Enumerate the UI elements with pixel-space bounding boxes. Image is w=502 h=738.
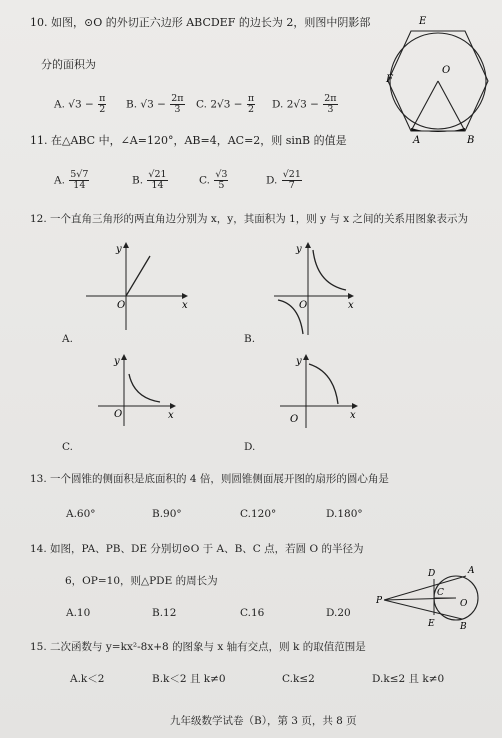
radius-oa — [411, 81, 438, 131]
q10-option-b: B. √3 − $\frac{2\pi}{3}$ — [126, 93, 184, 115]
graph-c — [94, 352, 184, 427]
graph-b-curve-q1 — [313, 250, 346, 290]
label-e: E — [428, 619, 435, 629]
label-e: E — [419, 16, 427, 27]
q11-option-a: A. $\frac{5√7}{14}$ — [54, 169, 89, 191]
q14-option-c: C.16 — [240, 607, 265, 619]
q15-option-b: B.k＜2 且 k≠0 — [152, 673, 226, 685]
q15-stem: 15. 二次函数与 y=kx²-8x+8 的图象与 x 轴有交点，则 k 的取值范围是 — [30, 641, 366, 653]
graph-a-x-label: x — [182, 300, 188, 311]
q10-option-c: C. 2√3 − $\frac{\pi}{2}$ — [196, 93, 255, 115]
tangent-circle-figure — [376, 558, 498, 630]
graph-c-y-label: y — [114, 356, 120, 367]
tangent-pb — [384, 600, 462, 619]
q12-option-b: B. — [244, 333, 256, 345]
q14-option-b: B.12 — [152, 607, 177, 619]
graph-b — [270, 240, 380, 340]
graph-a-origin: O — [117, 300, 126, 311]
graph-d — [276, 352, 366, 432]
q11-stem: 11. 在△ABC 中，∠A=120°，AB=4，AC=2，则 sinB 的值是 — [30, 134, 347, 147]
q13-option-a: A.60° — [66, 508, 96, 520]
graph-d-x-label: x — [350, 410, 356, 421]
q12-stem: 12. 一个直角三角形的两直角边分别为 x，y，其面积为 1，则 y 与 x 之间的关系用图象表示为 — [30, 213, 468, 225]
q11-option-c: C. $\frac{√3}{5}$ — [199, 169, 228, 191]
q10-option-d: D. 2√3 − $\frac{2\pi}{3}$ — [272, 93, 337, 115]
label-a: A — [468, 566, 475, 576]
graph-a-line — [126, 256, 150, 296]
graph-c-origin: O — [114, 409, 123, 420]
tangent-pa — [384, 576, 466, 600]
q13-option-b: B.90° — [152, 508, 182, 520]
graph-b-x-label: x — [348, 300, 354, 311]
graph-d-origin: O — [290, 414, 299, 425]
q14-stem-line1: 14. 如图，PA、PB、DE 分别切⊙O 于 A、B、C 点，若圆 O 的半径为 — [30, 543, 364, 555]
label-d: D — [428, 569, 436, 579]
label-b: B — [467, 135, 475, 146]
q12-option-c: C. — [62, 441, 73, 453]
label-c: C — [437, 588, 444, 598]
label-a: A — [413, 135, 421, 146]
q11-option-d: D. $\frac{√21}{7}$ — [266, 169, 301, 191]
graph-a — [82, 240, 192, 335]
page-footer: 九年级数学试卷（B），第 3 页，共 8 页 — [170, 715, 357, 727]
q13-option-c: C.120° — [240, 508, 277, 520]
label-o: O — [460, 599, 468, 609]
q10-stem-line2: 分的面积为 — [41, 58, 96, 71]
label-p: P — [376, 596, 383, 606]
graph-a-y-label: y — [116, 244, 122, 255]
q15-option-d: D.k≤2 且 k≠0 — [372, 673, 445, 685]
graph-d-curve — [309, 364, 338, 404]
q14-stem-line2: 6，OP=10，则△PDE 的周长为 — [65, 575, 218, 587]
q14-option-a: A.10 — [66, 607, 91, 619]
label-b: B — [460, 622, 467, 630]
graph-b-y-label: y — [296, 244, 302, 255]
q15-option-c: C.k≤2 — [282, 673, 315, 685]
q10-stem-line1: 10. 如图，⊙O 的外切正六边形 ABCDEF 的边长为 2，则图中阴影部 — [30, 16, 371, 29]
label-f: F — [386, 74, 393, 85]
q13-stem: 13. 一个圆锥的侧面积是底面积的 4 倍，则圆锥侧面展开图的扇形的圆心角是 — [30, 473, 389, 485]
graph-b-origin: O — [299, 300, 308, 311]
q10-option-a: A. √3 − $\frac{\pi}{2}$ — [54, 93, 106, 115]
graph-d-y-label: y — [296, 356, 302, 367]
radius-ob — [438, 81, 465, 131]
graph-c-curve — [129, 374, 160, 402]
label-o: O — [442, 65, 451, 76]
q12-option-a: A. — [62, 333, 73, 345]
q14-option-d: D.20 — [326, 607, 351, 619]
graph-c-x-label: x — [168, 410, 174, 421]
q12-option-d: D. — [244, 441, 256, 453]
q15-option-a: A.k＜2 — [70, 673, 105, 685]
q11-option-b: B. $\frac{√21}{14}$ — [132, 169, 167, 191]
q13-option-d: D.180° — [326, 508, 363, 520]
hexagon-circle-figure — [385, 12, 495, 147]
